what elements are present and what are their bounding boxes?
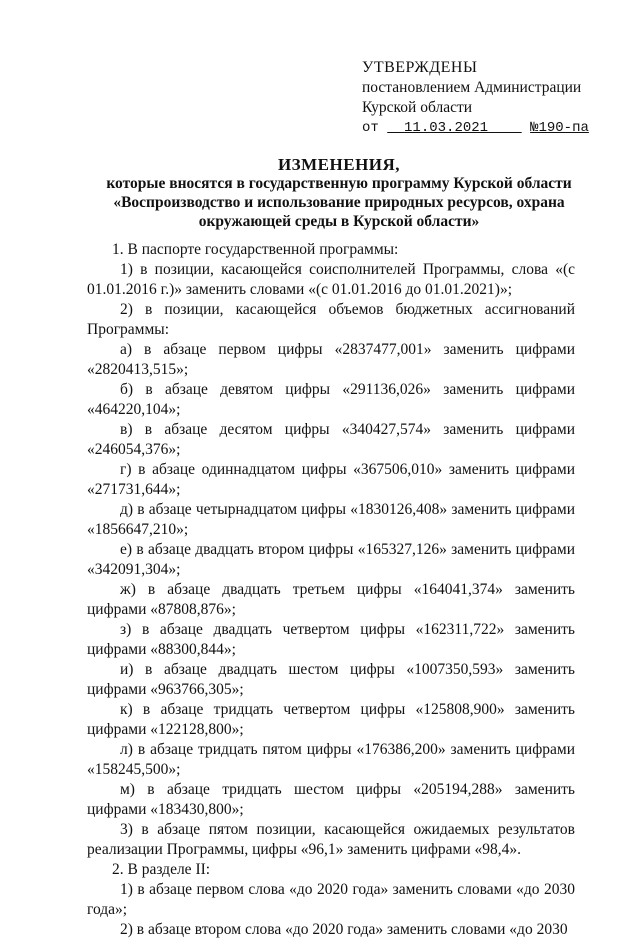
paragraph: 1. В паспорте государственной программы: — [112, 241, 399, 258]
approval-line-1: постановлением Администрации — [362, 79, 582, 96]
paragraph: к) в абзаце тридцать четвертом цифры «125808,900» заменить цифрами «122128,800»; — [87, 701, 575, 738]
approval-heading: УТВЕРЖДЕНЫ — [362, 59, 478, 76]
title-line-3: окружающей среды в Курской области» — [198, 213, 480, 230]
title-line-1: которые вносятся в государственную программу Курской области — [106, 175, 572, 192]
paragraph: е) в абзаце двадцать втором цифры «165327,126» заменить цифрами «342091,304»; — [87, 541, 575, 578]
paragraph: б) в абзаце девятом цифры «291136,026» заменить цифрами «464220,104»; — [87, 381, 575, 418]
paragraph: и) в абзаце двадцать шестом цифры «1007350,593» заменить цифрами «963766,305»; — [87, 661, 575, 698]
title-main: ИЗМЕНЕНИЯ, — [277, 155, 401, 174]
paragraph: 2) в абзаце втором слова «до 2020 года» заменить словами «до 2030 — [120, 921, 568, 938]
paragraph: 1) в абзаце первом слова «до 2020 года» заменить словами «до 2030 года»; — [87, 881, 575, 918]
approval-block — [362, 58, 589, 138]
paragraph: 1) в позиции, касающейся соисполнителей Программы, слова «(с 01.01.2016 г.)» заменить словами «(с 01.01.2016 до 01.01.2021)»; — [87, 261, 575, 298]
approval-line-2: Курской области — [362, 99, 473, 116]
paragraph: 2) в позиции, касающейся объемов бюджетных ассигнований Программы: — [87, 301, 575, 338]
paragraph: з) в абзаце двадцать четвертом цифры «162311,722» заменить цифрами «88300,844»; — [87, 621, 575, 658]
paragraph: д) в абзаце четырнадцатом цифры «1830126,408» заменить цифрами «1856647,210»; — [87, 501, 575, 538]
paragraph: 3) в абзаце пятом позиции, касающейся ожидаемых результатов реализации Программы, цифры «96,1» заменить цифрами «98,4». — [87, 821, 575, 858]
paragraph: 2. В разделе II: — [112, 861, 211, 878]
paragraph: ж) в абзаце двадцать третьем цифры «164041,374» заменить цифрами «87808,876»; — [87, 581, 575, 618]
approval-date-line — [362, 118, 589, 138]
title-line-2: «Воспроизводство и использование природных ресурсов, охрана — [113, 194, 565, 211]
date-prefix: от — [362, 120, 379, 136]
document-title — [84, 155, 594, 231]
approval-date: 11.03.2021 — [404, 120, 489, 136]
document-body — [87, 240, 575, 940]
paragraph: м) в абзаце тридцать шестом цифры «205194,288» заменить цифрами «183430,800»; — [87, 781, 575, 818]
paragraph: а) в абзаце первом цифры «2837477,001» заменить цифрами «2820413,515»; — [87, 341, 575, 378]
approval-number: №190-па — [530, 120, 589, 136]
paragraph: в) в абзаце десятом цифры «340427,574» заменить цифрами «246054,376»; — [87, 421, 575, 458]
paragraph: г) в абзаце одиннадцатом цифры «367506,010» заменить цифрами «271731,644»; — [87, 461, 575, 498]
paragraph: л) в абзаце тридцать пятом цифры «176386,200» заменить цифрами «158245,500»; — [87, 741, 575, 778]
